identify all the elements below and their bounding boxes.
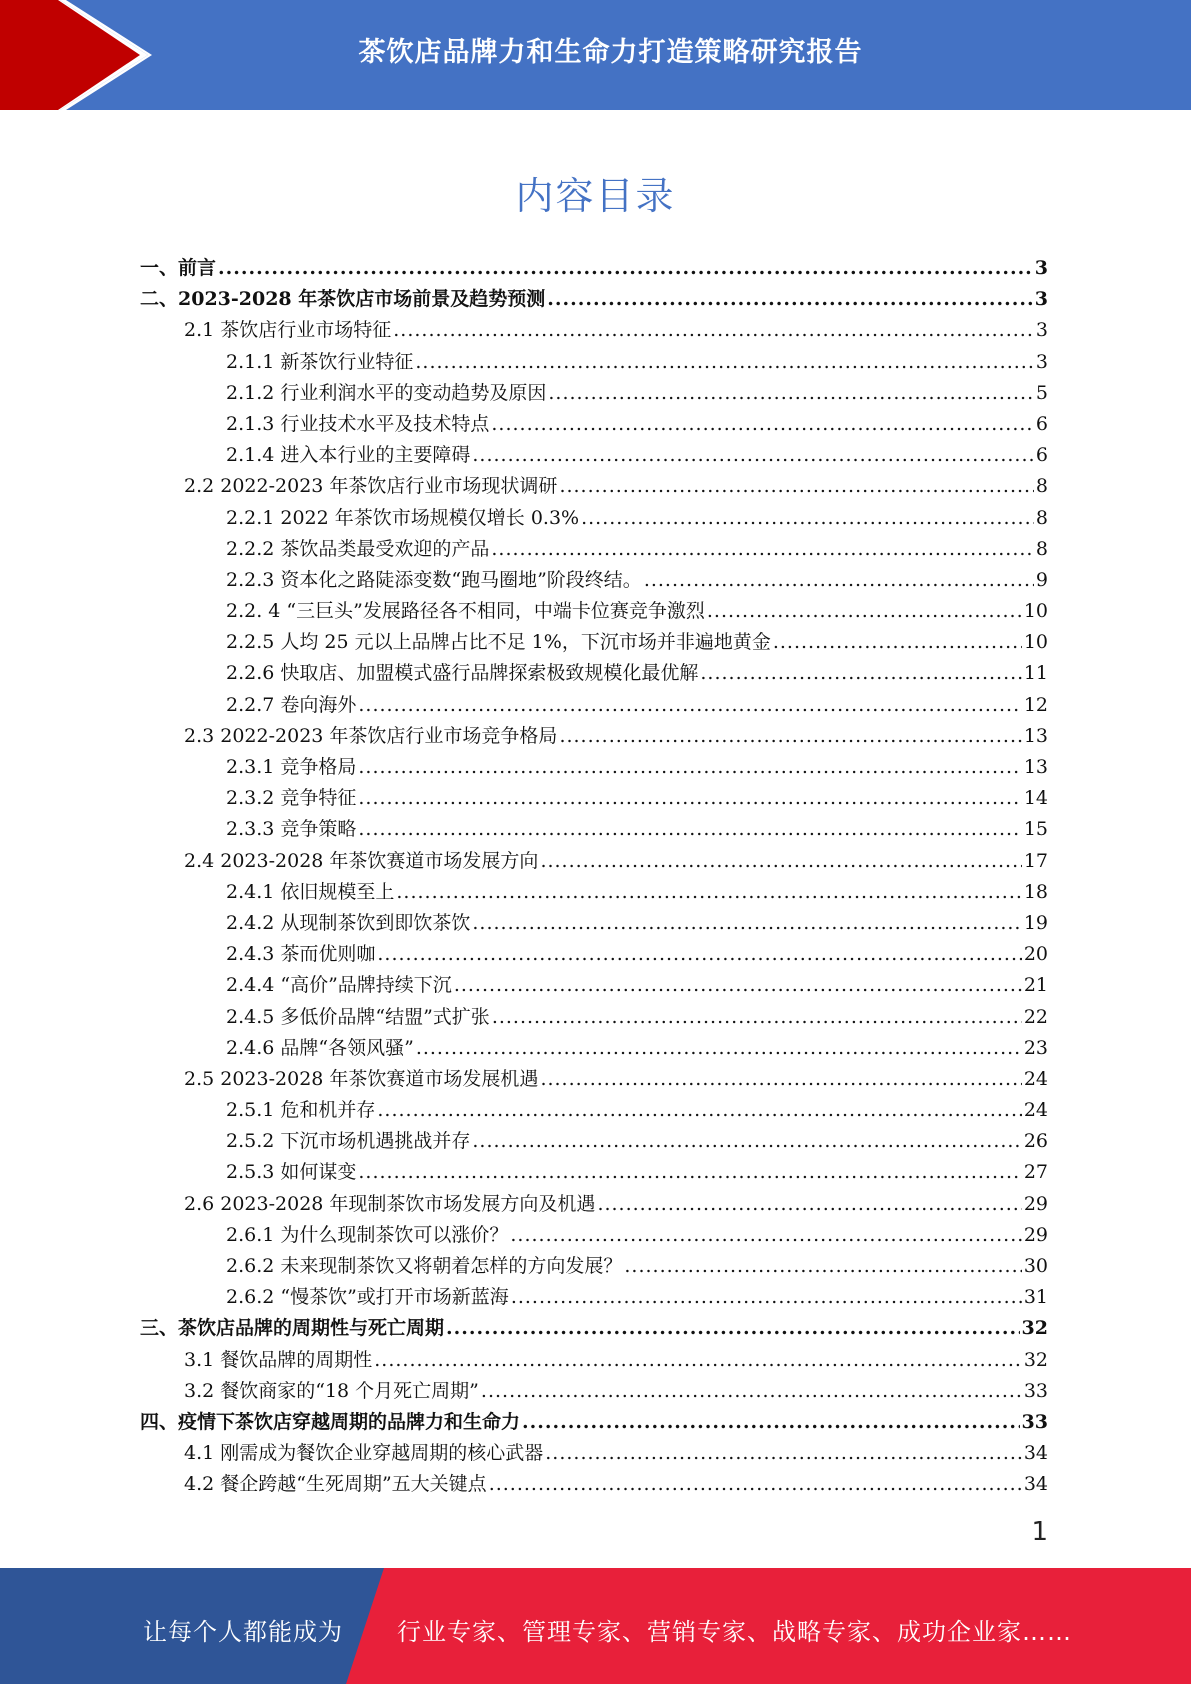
toc-entry-page: 5 xyxy=(1035,381,1048,404)
toc-dot-leader xyxy=(377,1095,1021,1126)
toc-entry[interactable] xyxy=(140,1157,1048,1188)
toc-entry[interactable] xyxy=(140,253,1048,284)
toc-entry-page: 27 xyxy=(1023,1161,1048,1184)
toc-entry[interactable] xyxy=(140,1064,1048,1095)
toc-entry[interactable] xyxy=(140,471,1048,502)
toc-dot-leader xyxy=(491,409,1034,440)
page-footer xyxy=(0,1568,1191,1684)
toc-entry-text: 2.3.3 竞争策略 xyxy=(226,818,357,841)
toc-entry-text: 2.4.2 从现制茶饮到即饮茶饮 xyxy=(226,911,471,934)
toc-entry-text: 4.1 刚需成为餐饮企业穿越周期的核心武器 xyxy=(184,1442,544,1465)
toc-dot-leader xyxy=(510,1220,1021,1251)
toc-entry-page: 20 xyxy=(1023,943,1048,966)
toc-entry[interactable] xyxy=(140,596,1048,627)
toc-entry-text: 2.1 茶饮店行业市场特征 xyxy=(184,319,392,342)
page-header xyxy=(0,0,1191,110)
toc-entry[interactable] xyxy=(140,409,1048,440)
toc-entry-page: 33 xyxy=(1023,1379,1048,1402)
toc-entry-page: 12 xyxy=(1023,693,1048,716)
toc-entry[interactable] xyxy=(140,1313,1048,1344)
toc-entry-page: 15 xyxy=(1023,818,1048,841)
toc-entry-text: 3.1 餐饮品牌的周期性 xyxy=(184,1348,373,1371)
toc-entry[interactable] xyxy=(140,908,1048,939)
toc-dot-leader xyxy=(548,378,1034,409)
toc-entry-page: 29 xyxy=(1023,1192,1048,1215)
toc-entry[interactable] xyxy=(140,1220,1048,1251)
toc-entry[interactable] xyxy=(140,877,1048,908)
toc-entry-text: 2.4.3 茶而优则咖 xyxy=(226,943,376,966)
toc-entry-page: 6 xyxy=(1035,444,1048,467)
toc-entry-text: 2.2.7 卷向海外 xyxy=(226,693,357,716)
toc-entry-page: 8 xyxy=(1035,537,1048,560)
toc-dot-leader xyxy=(416,1033,1022,1064)
toc-dot-leader xyxy=(393,315,1034,346)
toc-entry-page: 32 xyxy=(1021,1317,1048,1340)
toc-entry[interactable] xyxy=(140,1438,1048,1469)
toc-entry-text: 2.2. 4 “三巨头”发展路径各不相同，中端卡位赛竞争激烈 xyxy=(226,600,705,623)
toc-dot-leader xyxy=(358,1157,1021,1188)
toc-dot-leader xyxy=(454,970,1022,1001)
toc-dot-leader xyxy=(446,1313,1020,1344)
toc-entry-page: 18 xyxy=(1023,880,1048,903)
toc-dot-leader xyxy=(415,347,1034,378)
toc-entry[interactable] xyxy=(140,690,1048,721)
toc-entry-text: 3.2 餐饮商家的“18 个月死亡周期” xyxy=(184,1379,479,1402)
toc-entry[interactable] xyxy=(140,315,1048,346)
toc-entry-text: 2.5.1 危和机并存 xyxy=(226,1099,376,1122)
toc-entry[interactable] xyxy=(140,440,1048,471)
toc-dot-leader xyxy=(472,908,1021,939)
toc-entry-text: 2.3 2022-2023 年茶饮店行业市场竞争格局 xyxy=(184,724,558,747)
toc-entry-text: 2.1.3 行业技术水平及技术特点 xyxy=(226,412,490,435)
toc-entry-page: 19 xyxy=(1023,911,1048,934)
toc-entry-text: 2.4.4 “高价”品牌持续下沉 xyxy=(226,974,452,997)
toc-dot-leader xyxy=(547,284,1033,315)
toc-entry[interactable] xyxy=(140,1189,1048,1220)
table-of-contents xyxy=(140,253,1048,1501)
toc-entry-page: 9 xyxy=(1035,568,1048,591)
toc-entry[interactable] xyxy=(140,1095,1048,1126)
toc-entry-page: 3 xyxy=(1035,350,1048,373)
toc-entry[interactable] xyxy=(140,783,1048,814)
toc-entry-page: 32 xyxy=(1023,1348,1048,1371)
toc-entry[interactable] xyxy=(140,378,1048,409)
toc-entry-page: 23 xyxy=(1023,1036,1048,1059)
toc-entry-page: 22 xyxy=(1023,1005,1048,1028)
footer-slogan-right: 行业专家、管理专家、营销专家、战略专家、成功企业家…… xyxy=(397,1618,1072,1646)
toc-entry[interactable] xyxy=(140,627,1048,658)
toc-entry-text: 2.1.2 行业利润水平的变动趋势及原因 xyxy=(226,381,547,404)
toc-entry[interactable] xyxy=(140,284,1048,315)
toc-entry-page: 11 xyxy=(1023,662,1048,685)
toc-entry-page: 10 xyxy=(1023,600,1048,623)
toc-entry[interactable] xyxy=(140,658,1048,689)
toc-dot-leader xyxy=(491,534,1034,565)
toc-entry-text: 2.5.2 下沉市场机遇挑战并存 xyxy=(226,1130,471,1153)
toc-entry-page: 24 xyxy=(1023,1067,1048,1090)
toc-dot-leader xyxy=(700,658,1021,689)
toc-entry-page: 34 xyxy=(1023,1473,1048,1496)
toc-entry-page: 3 xyxy=(1035,319,1048,342)
toc-entry-page: 14 xyxy=(1023,787,1048,810)
toc-entry-text: 二、2023-2028 年茶饮店市场前景及趋势预测 xyxy=(140,288,546,311)
toc-entry[interactable] xyxy=(140,534,1048,565)
toc-entry-text: 4.2 餐企跨越“生死周期”五大关键点 xyxy=(184,1473,487,1496)
toc-entry-text: 2.2.6 快取店、加盟模式盛行品牌探索极致规模化最优解 xyxy=(226,662,699,685)
toc-dot-leader xyxy=(581,503,1034,534)
toc-entry[interactable] xyxy=(140,1282,1048,1313)
toc-dot-leader xyxy=(472,440,1034,471)
toc-entry-page: 8 xyxy=(1035,506,1048,529)
toc-dot-leader xyxy=(773,627,1022,658)
toc-entry-page: 34 xyxy=(1023,1442,1048,1465)
toc-entry-page: 13 xyxy=(1023,724,1048,747)
toc-entry-text: 四、疫情下茶饮店穿越周期的品牌力和生命力 xyxy=(140,1410,521,1433)
toc-dot-leader xyxy=(545,1438,1022,1469)
toc-entry-text: 三、茶饮店品牌的周期性与死亡周期 xyxy=(140,1317,445,1340)
toc-entry-page: 30 xyxy=(1023,1255,1048,1277)
toc-entry[interactable] xyxy=(140,565,1048,596)
toc-entry[interactable] xyxy=(140,1407,1048,1438)
toc-entry-text: 2.4 2023-2028 年茶饮赛道市场发展方向 xyxy=(184,849,539,872)
toc-dot-leader xyxy=(540,846,1021,877)
toc-entry-text: 2.3.2 竞争特征 xyxy=(226,787,357,810)
toc-dot-leader xyxy=(707,596,1022,627)
toc-entry-text: 2.4.5 多低价品牌“结盟”式扩张 xyxy=(226,1005,490,1028)
toc-entry[interactable] xyxy=(140,814,1048,845)
toc-entry-page: 13 xyxy=(1023,756,1048,778)
toc-entry-text: 2.4.1 依旧规模至上 xyxy=(226,880,395,903)
toc-entry-text: 2.6.1 为什么现制茶饮可以涨价？ xyxy=(226,1223,509,1246)
toc-entry[interactable] xyxy=(140,1376,1048,1407)
toc-dot-leader xyxy=(481,1376,1022,1407)
toc-entry[interactable] xyxy=(140,1126,1048,1157)
toc-entry-page: 17 xyxy=(1023,849,1048,872)
toc-entry-text: 2.3.1 竞争格局 xyxy=(226,756,357,778)
toc-entry-text: 2.6.2 未来现制茶饮又将朝着怎样的方向发展？ xyxy=(226,1255,623,1277)
toc-entry-page: 3 xyxy=(1034,257,1048,279)
toc-entry-text: 2.6.2 “慢茶饮”或打开市场新蓝海 xyxy=(226,1286,509,1309)
toc-entry[interactable] xyxy=(140,347,1048,378)
toc-entry-text: 一、前言 xyxy=(140,257,217,279)
toc-entry-text: 2.2.3 资本化之路陡添变数“跑马圈地”阶段终结。 xyxy=(226,568,642,591)
toc-entry-text: 2.2.1 2022 年茶饮市场规模仅增长 0.3% xyxy=(226,506,580,529)
toc-dot-leader xyxy=(522,1407,1020,1438)
toc-entry[interactable] xyxy=(140,1345,1048,1376)
toc-dot-leader xyxy=(559,471,1033,502)
toc-entry[interactable] xyxy=(140,970,1048,1001)
toc-dot-leader xyxy=(597,1189,1021,1220)
toc-entry-text: 2.2.2 茶饮品类最受欢迎的产品 xyxy=(226,537,490,560)
toc-dot-leader xyxy=(358,783,1021,814)
toc-entry-text: 2.5.3 如何谋变 xyxy=(226,1161,357,1184)
toc-dot-leader xyxy=(511,1282,1022,1313)
toc-entry-page: 29 xyxy=(1023,1223,1048,1246)
toc-entry[interactable] xyxy=(140,721,1048,752)
toc-entry-text: 2.4.6 品牌“各领风骚” xyxy=(226,1036,414,1059)
toc-dot-leader xyxy=(472,1126,1021,1157)
toc-dot-leader xyxy=(540,1064,1021,1095)
toc-entry-text: 2.1.1 新茶饮行业特征 xyxy=(226,350,414,373)
toc-dot-leader xyxy=(358,752,1021,783)
toc-entry-text: 2.5 2023-2028 年茶饮赛道市场发展机遇 xyxy=(184,1067,539,1090)
toc-entry[interactable] xyxy=(140,1002,1048,1033)
toc-entry-page: 24 xyxy=(1023,1099,1048,1122)
toc-dot-leader xyxy=(492,1002,1022,1033)
toc-entry-text: 2.2 2022-2023 年茶饮店行业市场现状调研 xyxy=(184,475,558,498)
toc-entry[interactable] xyxy=(140,752,1048,783)
toc-entry-page: 6 xyxy=(1035,412,1048,435)
toc-entry-page: 21 xyxy=(1023,974,1048,997)
toc-entry[interactable] xyxy=(140,1469,1048,1500)
header-title: 茶饮店品牌力和生命力打造策略研究报告 xyxy=(358,37,863,68)
toc-dot-leader xyxy=(377,939,1021,970)
toc-dot-leader xyxy=(358,690,1021,721)
toc-entry[interactable] xyxy=(140,846,1048,877)
toc-dot-leader xyxy=(624,1251,1021,1282)
toc-dot-leader xyxy=(644,565,1034,596)
toc-dot-leader xyxy=(489,1469,1022,1500)
page-number: 1 xyxy=(1031,1517,1048,1547)
toc-entry[interactable] xyxy=(140,1033,1048,1064)
toc-entry-text: 2.6 2023-2028 年现制茶饮市场发展方向及机遇 xyxy=(184,1192,596,1215)
footer-slogan-left: 让每个人都能成为 xyxy=(143,1618,343,1646)
toc-entry-page: 3 xyxy=(1034,288,1048,311)
toc-entry-page: 31 xyxy=(1023,1286,1048,1309)
toc-entry-page: 26 xyxy=(1023,1130,1048,1153)
toc-dot-leader xyxy=(396,877,1021,908)
toc-entry-text: 2.2.5 人均 25 元以上品牌占比不足 1%，下沉市场并非遍地黄金 xyxy=(226,631,771,654)
toc-entry-page: 8 xyxy=(1035,475,1048,498)
toc-dot-leader xyxy=(559,721,1021,752)
toc-entry-page: 33 xyxy=(1021,1410,1048,1433)
toc-dot-leader xyxy=(358,814,1021,845)
toc-dot-leader xyxy=(218,253,1033,284)
toc-title: 内容目录 xyxy=(515,174,676,218)
toc-entry[interactable] xyxy=(140,939,1048,970)
toc-entry[interactable] xyxy=(140,1251,1048,1282)
toc-entry[interactable] xyxy=(140,503,1048,534)
toc-entry-page: 10 xyxy=(1023,631,1048,654)
toc-entry-text: 2.1.4 进入本行业的主要障碍 xyxy=(226,444,471,467)
toc-dot-leader xyxy=(374,1345,1022,1376)
